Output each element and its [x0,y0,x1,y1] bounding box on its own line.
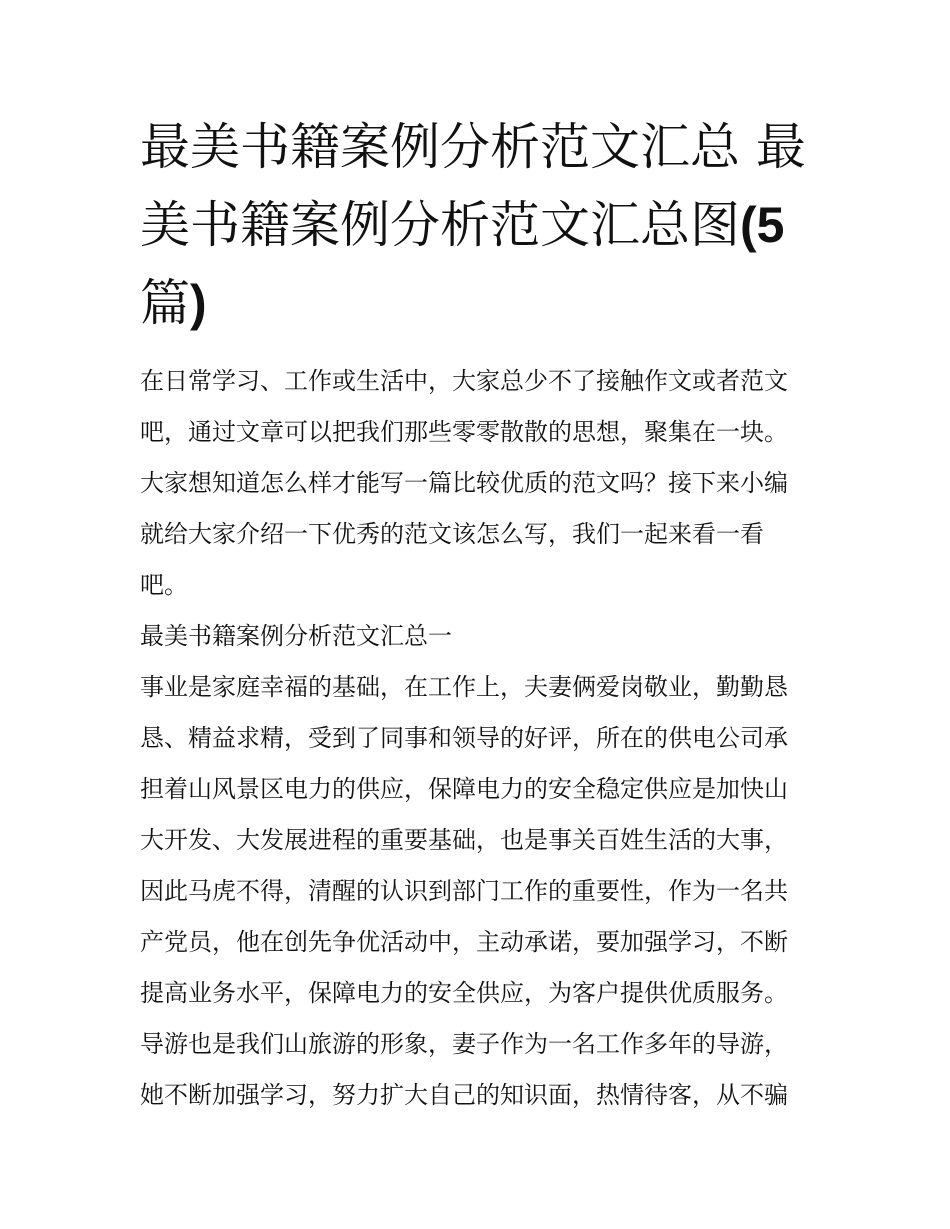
body-line: 担着山风景区电力的供应，保障电力的安全稳定供应是加快山 [140,775,788,803]
title-paren-close: ) [190,275,207,331]
document-page [140,108,820,1121]
body-line: 事业是家庭幸福的基础，在工作上，夫妻俩爱岗敬业，勤勤恳 [140,673,788,701]
intro-line: 大家想知道怎么样才能写一篇比较优质的范文吗？接下来小编 [140,469,788,497]
intro-paragraph [140,356,820,611]
document-body [140,356,820,1121]
section-heading: 最美书籍案例分析范文汇总一 [140,622,452,650]
body-line: 提高业务水平，保障电力的安全供应，为客户提供优质服务。 [140,979,788,1007]
intro-line: 就给大家介绍一下优秀的范文该怎么写，我们一起来看一看 [140,520,764,548]
body-paragraph [140,662,820,1121]
title-paren-count: (5 [740,197,785,253]
intro-line: 吧。 [140,571,188,599]
body-line: 恳、精益求精，受到了同事和领导的好评，所在的供电公司承 [140,724,788,752]
title-text: 最美书籍案例分析范文汇总 最美书籍案例分析范文汇总图 [140,118,806,254]
document-title [140,108,820,342]
intro-line: 吧，通过文章可以把我们那些零零散散的思想，聚集在一块。 [140,418,788,446]
body-line: 她不断加强学习，努力扩大自己的知识面，热情待客，从不骗 [140,1081,788,1109]
body-line: 因此马虎不得，清醒的认识到部门工作的重要性，作为一名共 [140,877,788,905]
intro-line: 在日常学习、工作或生活中，大家总少不了接触作文或者范文 [140,367,788,395]
body-line: 导游也是我们山旅游的形象，妻子作为一名工作多年的导游， [140,1030,788,1058]
title-unit: 篇 [140,274,190,332]
body-line: 大开发、大发展进程的重要基础，也是事关百姓生活的大事， [140,826,788,854]
body-line: 产党员，他在创先争优活动中，主动承诺，要加强学习，不断 [140,928,788,956]
